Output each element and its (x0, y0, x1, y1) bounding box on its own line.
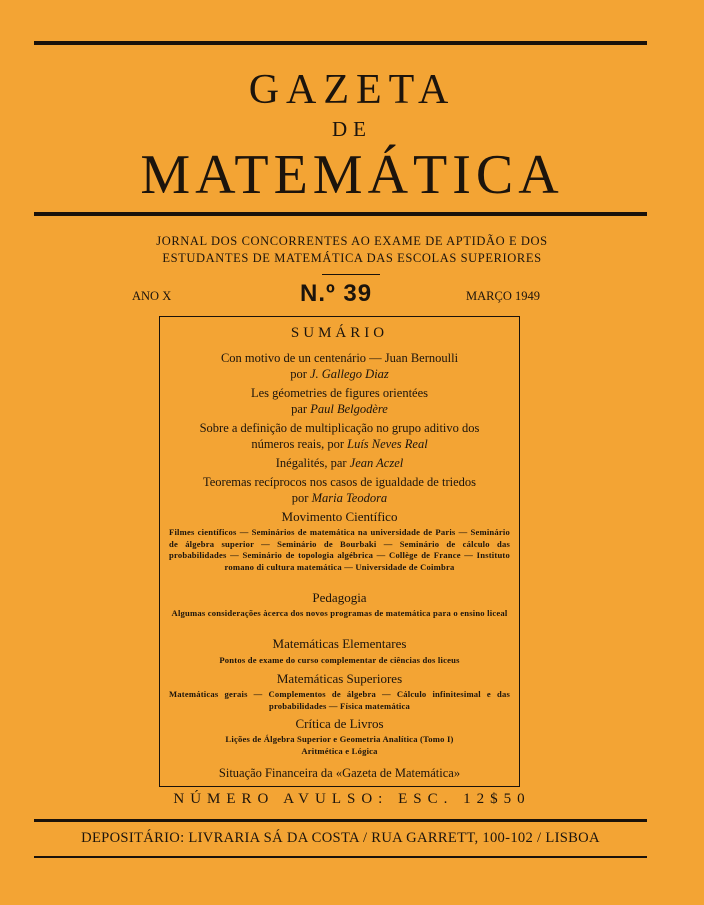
article-author: J. Gallego Diaz (309, 367, 389, 381)
article-byline (159, 401, 520, 417)
section-critica-livros: Crítica de Livros (295, 716, 384, 731)
masthead-bottom-rule (34, 212, 647, 216)
article-title: Inégalités, par (275, 456, 350, 470)
article-bernoulli (159, 350, 520, 382)
section-critica-line-2: Aritmética e Lógica (301, 746, 378, 756)
article-author: Luís Neves Real (347, 437, 428, 451)
section-movimento-cientifico: Movimento Científico (281, 509, 398, 524)
subtitle-divider (322, 274, 380, 275)
section-superiores-body: Matemáticas gerais — Complementos de álgebra — Cálculo infinitesimal e das probabilidades — Física matemática (169, 689, 510, 711)
subtitle-line-2: ESTUDANTES DE MATEMÁTICA DAS ESCOLAS SUPERIORES (162, 251, 542, 265)
byline-prefix: por (291, 491, 312, 505)
section-pedagogia-body: Algumas considerações àcerca dos novos programas de matemática para o ensino liceal (171, 608, 508, 618)
article-author: Paul Belgodère (310, 402, 388, 416)
situacao-financeira: Situação Financeira da «Gazeta de Matemática» (218, 766, 461, 780)
journal-subtitle (60, 233, 644, 267)
issue-number: N.º 39 (300, 280, 373, 307)
footer-top-rule (34, 819, 647, 822)
masthead-de: DE (332, 117, 372, 141)
top-rule (34, 41, 647, 45)
depositario-line: DEPOSITÁRIO: LIVRARIA SÁ DA COSTA / RUA GARRETT, 100-102 / LISBOA (81, 830, 600, 846)
section-pedagogia: Pedagogia (312, 590, 367, 605)
article-byline (159, 490, 520, 506)
article-title: Con motivo de un centenário — Juan Bernoulli (220, 351, 459, 365)
article-title-line-2 (159, 436, 520, 452)
article-author: Maria Teodora (311, 491, 388, 505)
subtitle-line-1: JORNAL DOS CONCORRENTES AO EXAME DE APTIDÃO E DOS (156, 234, 548, 248)
footer-bottom-rule (34, 856, 647, 858)
masthead-matematica: MATEMÁTICA (140, 144, 564, 206)
section-movimento-body: Filmes científicos — Seminários de matemática na universidade de Paris — Seminário de álgebra superior — Seminário de Bourbaki — Seminário de cálculo das probabilidades — Seminário de topologia algébrica — Collège de France — Instituto romano di cultura matemática — Universidade de Coimbra (169, 527, 510, 572)
article-title: Teoremas recíprocos nos casos de igualdade de triedos (203, 475, 476, 489)
byline-prefix: par (291, 402, 311, 416)
byline-prefix: por (290, 367, 310, 381)
article-teoremas (159, 474, 520, 506)
price-line: NÚMERO AVULSO: ESC. 12$50 (173, 791, 531, 807)
section-elementares-body: Pontos de exame do curso complementar de ciências dos liceus (219, 655, 460, 665)
article-inegalites (159, 455, 520, 471)
section-matematicas-elementares: Matemáticas Elementares (272, 636, 407, 651)
issue-date: MARÇO 1949 (466, 289, 540, 303)
article-geometries (159, 385, 520, 417)
section-matematicas-superiores: Matemáticas Superiores (276, 671, 403, 686)
article-title: Les géometries de figures orientées (250, 386, 428, 400)
sumario-title: SUMÁRIO (290, 325, 389, 341)
issue-year: ANO X (132, 289, 172, 303)
article-author: Jean Aczel (349, 456, 404, 470)
article-title-line-1: Sobre a definição de multiplicação no grupo aditivo dos (199, 421, 480, 435)
article-byline (159, 366, 520, 382)
masthead-gazeta: GAZETA (248, 67, 456, 113)
byline-prefix: números reais, por (251, 437, 348, 451)
section-critica-line-1: Lições de Álgebra Superior e Geometria Analítica (Tomo I) (225, 734, 454, 744)
article-multiplicacao (159, 420, 520, 452)
